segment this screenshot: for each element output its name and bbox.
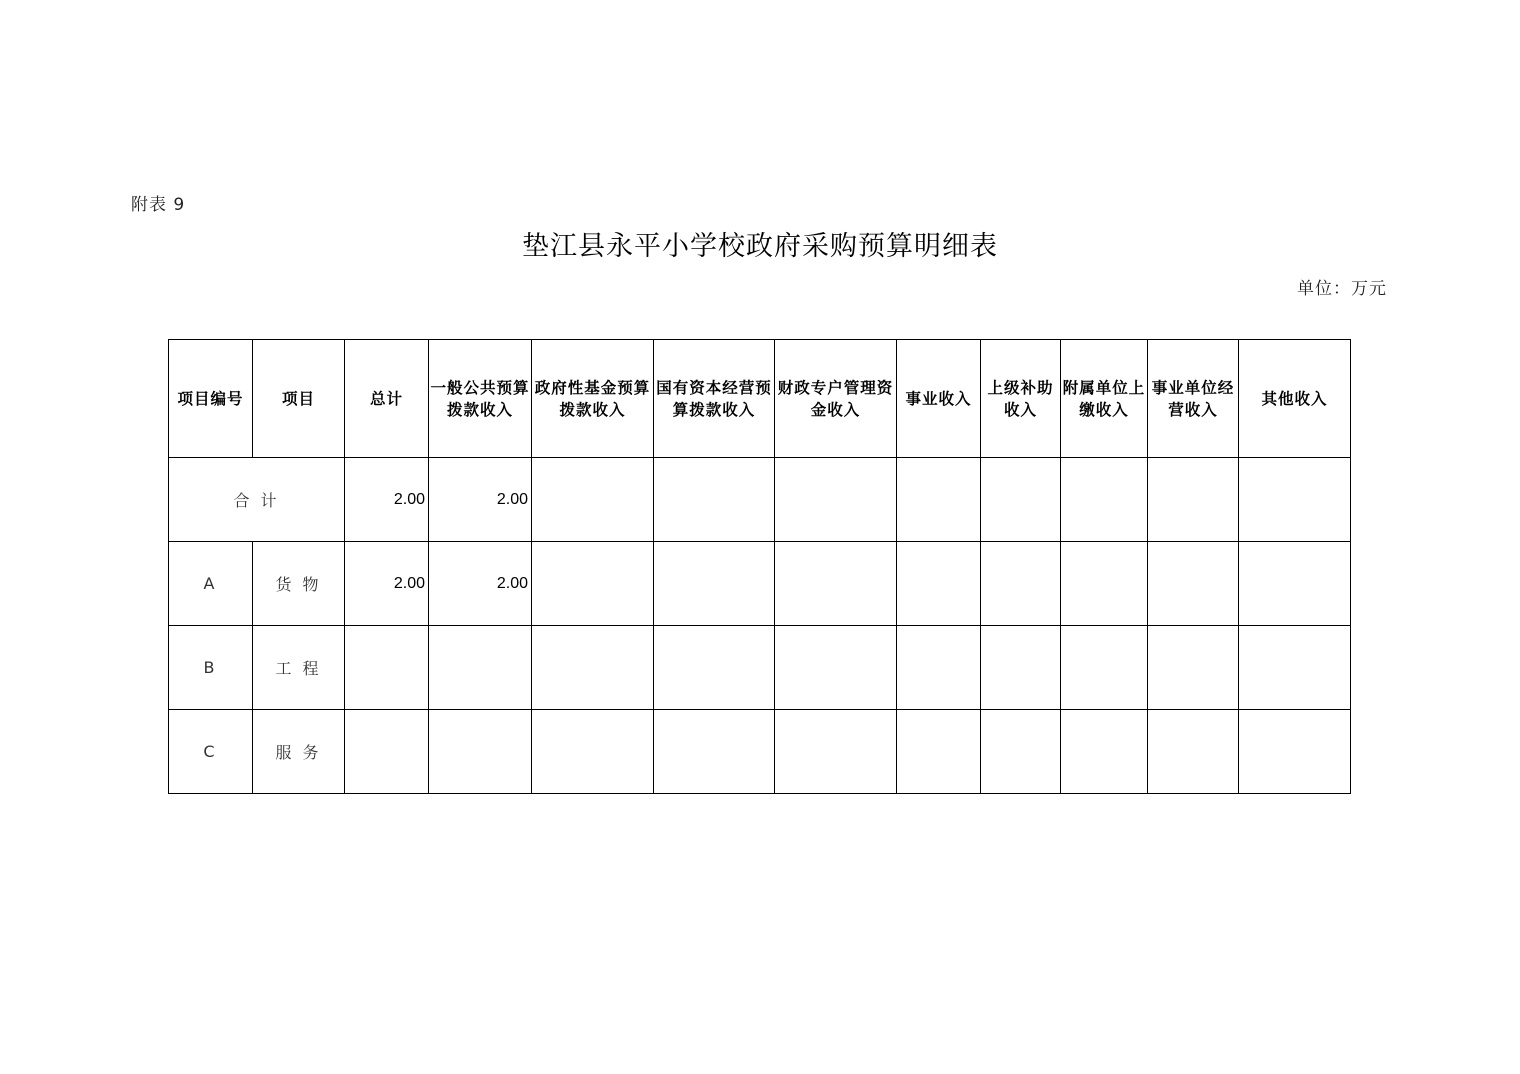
empty-cell [1239, 458, 1351, 542]
row-general-budget [429, 626, 532, 710]
empty-cell [981, 626, 1061, 710]
row-code: B [169, 626, 253, 710]
row-total [345, 626, 429, 710]
col-header-special-account: 财政专户管理资金收入 [775, 340, 897, 458]
empty-cell [654, 710, 775, 794]
row-general-budget [429, 710, 532, 794]
empty-cell [775, 626, 897, 710]
row-total: 2.00 [345, 542, 429, 626]
empty-cell [775, 542, 897, 626]
col-header-gov-fund: 政府性基金预算拨款收入 [532, 340, 654, 458]
col-header-state-capital: 国有资本经营预算拨款收入 [654, 340, 775, 458]
empty-cell [1061, 710, 1148, 794]
table-row [169, 710, 1351, 794]
col-header-operating-income: 事业单位经营收入 [1148, 340, 1239, 458]
empty-cell [654, 626, 775, 710]
empty-cell [1148, 626, 1239, 710]
table-header-row [169, 340, 1351, 458]
empty-cell [775, 710, 897, 794]
empty-cell [1148, 542, 1239, 626]
empty-cell [654, 458, 775, 542]
empty-cell [897, 626, 981, 710]
total-value: 2.00 [345, 458, 429, 542]
empty-cell [532, 542, 654, 626]
empty-cell [897, 710, 981, 794]
row-code: C [169, 710, 253, 794]
row-general-budget: 2.00 [429, 542, 532, 626]
empty-cell [981, 710, 1061, 794]
empty-cell [1061, 626, 1148, 710]
row-code: A [169, 542, 253, 626]
empty-cell [1239, 542, 1351, 626]
col-header-other-income: 其他收入 [1239, 340, 1351, 458]
table-total-row [169, 458, 1351, 542]
col-header-business-income: 事业收入 [897, 340, 981, 458]
empty-cell [775, 458, 897, 542]
empty-cell [1239, 710, 1351, 794]
empty-cell [1239, 626, 1351, 710]
col-header-affiliate-payment: 附属单位上缴收入 [1061, 340, 1148, 458]
empty-cell [1148, 458, 1239, 542]
total-label: 合 计 [169, 458, 345, 542]
empty-cell [1061, 542, 1148, 626]
col-header-project: 项目 [253, 340, 345, 458]
row-name: 货 物 [253, 542, 345, 626]
empty-cell [981, 542, 1061, 626]
total-general-budget: 2.00 [429, 458, 532, 542]
col-header-total: 总计 [345, 340, 429, 458]
empty-cell [897, 458, 981, 542]
empty-cell [1148, 710, 1239, 794]
attachment-label: 附表 9 [131, 195, 186, 215]
table-row [169, 626, 1351, 710]
row-total [345, 710, 429, 794]
empty-cell [532, 458, 654, 542]
col-header-superior-subsidy: 上级补助收入 [981, 340, 1061, 458]
row-name: 服 务 [253, 710, 345, 794]
empty-cell [981, 458, 1061, 542]
procurement-budget-table [168, 339, 1351, 794]
empty-cell [897, 542, 981, 626]
col-header-general-budget: 一般公共预算拨款收入 [429, 340, 532, 458]
empty-cell [532, 710, 654, 794]
col-header-project-code: 项目编号 [169, 340, 253, 458]
table-row [169, 542, 1351, 626]
empty-cell [654, 542, 775, 626]
page-title: 垫江县永平小学校政府采购预算明细表 [522, 231, 998, 262]
empty-cell [1061, 458, 1148, 542]
unit-label: 单位：万元 [1297, 279, 1387, 299]
empty-cell [532, 626, 654, 710]
row-name: 工 程 [253, 626, 345, 710]
